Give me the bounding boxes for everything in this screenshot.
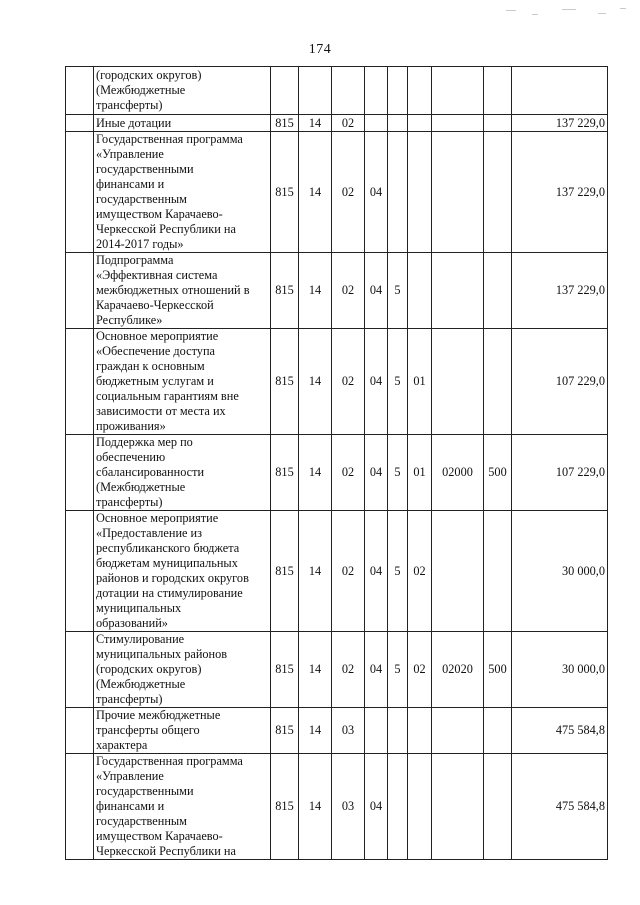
amount-cell: 137 229,0 [512, 115, 608, 132]
row-name-cell [94, 435, 271, 511]
row-number-cell [66, 253, 94, 329]
code-cell-pr: 03 [332, 754, 365, 860]
code-cell-om [408, 754, 432, 860]
code-cell-vr [484, 329, 512, 435]
code-cell-rz [299, 67, 332, 115]
table-row [66, 435, 608, 511]
amount-cell: 475 584,8 [512, 754, 608, 860]
code-cell-pp [388, 754, 408, 860]
code-cell-pr: 02 [332, 115, 365, 132]
code-cell-rz: 14 [299, 132, 332, 253]
code-cell-pr: 03 [332, 708, 365, 754]
code-cell-om [408, 67, 432, 115]
code-cell-vr [484, 253, 512, 329]
row-name: Государственная программа «Управление государственными финансами и государственным имуществом Карачаево- Черкесской Республики на [96, 754, 243, 858]
table-row [66, 67, 608, 115]
code-cell-nr [432, 329, 484, 435]
row-number-cell [66, 435, 94, 511]
code-cell-gp: 04 [365, 754, 388, 860]
scan-artifact-marks [502, 6, 632, 20]
row-number-cell [66, 754, 94, 860]
amount-cell: 107 229,0 [512, 435, 608, 511]
row-number-cell [66, 708, 94, 754]
code-cell-vr: 500 [484, 632, 512, 708]
amount-cell: 30 000,0 [512, 511, 608, 632]
code-cell-om: 01 [408, 329, 432, 435]
code-cell-vr: 500 [484, 435, 512, 511]
code-cell-ved [271, 67, 299, 115]
budget-table [65, 66, 608, 860]
code-cell-gp: 04 [365, 253, 388, 329]
row-name: Поддержка мер по обеспечению сбалансированности (Межбюджетные трансферты) [96, 435, 205, 509]
code-cell-vr [484, 754, 512, 860]
code-cell-ved: 815 [271, 511, 299, 632]
code-cell-pp [388, 132, 408, 253]
table-row [66, 115, 608, 132]
code-cell-rz: 14 [299, 708, 332, 754]
code-cell-pp: 5 [388, 511, 408, 632]
row-name-cell [94, 511, 271, 632]
code-cell-rz: 14 [299, 329, 332, 435]
code-cell-om: 02 [408, 632, 432, 708]
table-row [66, 132, 608, 253]
code-cell-vr [484, 115, 512, 132]
row-name: Государственная программа «Управление государственными финансами и государственным имуществом Карачаево- Черкесской Республики на 2014-2017 годы» [96, 132, 243, 251]
table-row [66, 329, 608, 435]
code-cell-ved: 815 [271, 632, 299, 708]
code-cell-rz: 14 [299, 754, 332, 860]
code-cell-ved: 815 [271, 115, 299, 132]
amount-cell: 137 229,0 [512, 253, 608, 329]
code-cell-nr [432, 253, 484, 329]
row-number-cell [66, 115, 94, 132]
row-name-cell [94, 632, 271, 708]
row-name: Прочие межбюджетные трансферты общего характера [96, 708, 221, 752]
row-name: Подпрограмма «Эффективная система межбюджетных отношений в Карачаево-Черкесской Республике» [96, 253, 250, 327]
code-cell-pp: 5 [388, 329, 408, 435]
code-cell-ved: 815 [271, 132, 299, 253]
row-name-cell [94, 67, 271, 115]
code-cell-nr [432, 708, 484, 754]
table-row [66, 708, 608, 754]
amount-cell [512, 67, 608, 115]
row-name-cell [94, 132, 271, 253]
row-number-cell [66, 132, 94, 253]
code-cell-nr [432, 67, 484, 115]
code-cell-rz: 14 [299, 511, 332, 632]
row-name-cell [94, 754, 271, 860]
code-cell-ved: 815 [271, 708, 299, 754]
code-cell-ved: 815 [271, 253, 299, 329]
row-name-cell [94, 708, 271, 754]
code-cell-gp [365, 115, 388, 132]
table-row [66, 754, 608, 860]
code-cell-gp: 04 [365, 329, 388, 435]
row-number-cell [66, 632, 94, 708]
code-cell-om [408, 253, 432, 329]
code-cell-ved: 815 [271, 435, 299, 511]
row-name-cell [94, 253, 271, 329]
code-cell-pr: 02 [332, 329, 365, 435]
code-cell-nr [432, 132, 484, 253]
code-cell-gp: 04 [365, 511, 388, 632]
code-cell-om [408, 708, 432, 754]
table-row [66, 253, 608, 329]
code-cell-nr: 02000 [432, 435, 484, 511]
code-cell-rz: 14 [299, 253, 332, 329]
code-cell-pp: 5 [388, 632, 408, 708]
code-cell-nr [432, 511, 484, 632]
code-cell-pp: 5 [388, 435, 408, 511]
code-cell-om: 02 [408, 511, 432, 632]
row-name: (городских округов) (Межбюджетные трансферты) [96, 68, 202, 112]
code-cell-nr [432, 754, 484, 860]
code-cell-pr: 02 [332, 132, 365, 253]
amount-cell: 107 229,0 [512, 329, 608, 435]
code-cell-vr [484, 708, 512, 754]
row-name: Основное мероприятие «Обеспечение доступа граждан к основным бюджетным услугам и социальным гарантиям вне зависимости от места их проживания» [96, 329, 239, 433]
code-cell-om [408, 115, 432, 132]
code-cell-pp [388, 67, 408, 115]
page-number: 174 [308, 42, 332, 57]
code-cell-pr: 02 [332, 511, 365, 632]
row-name: Иные дотации [96, 115, 172, 130]
row-number-cell [66, 67, 94, 115]
code-cell-gp: 04 [365, 632, 388, 708]
amount-cell: 30 000,0 [512, 632, 608, 708]
row-name-cell [94, 329, 271, 435]
code-cell-gp: 04 [365, 435, 388, 511]
row-name: Основное мероприятие «Предоставление из республиканского бюджета бюджетам муниципальных районов и городских округов дотации на стимулирование муниципальных образований» [96, 511, 249, 630]
code-cell-ved: 815 [271, 329, 299, 435]
table-row [66, 632, 608, 708]
code-cell-nr: 02020 [432, 632, 484, 708]
code-cell-pr [332, 67, 365, 115]
row-number-cell [66, 329, 94, 435]
code-cell-ved: 815 [271, 754, 299, 860]
row-name-cell [94, 115, 271, 132]
code-cell-om [408, 132, 432, 253]
code-cell-vr [484, 511, 512, 632]
code-cell-pp [388, 708, 408, 754]
code-cell-pp: 5 [388, 253, 408, 329]
code-cell-pr: 02 [332, 253, 365, 329]
code-cell-pr: 02 [332, 435, 365, 511]
code-cell-vr [484, 132, 512, 253]
row-number-cell [66, 511, 94, 632]
code-cell-nr [432, 115, 484, 132]
row-name: Стимулирование муниципальных районов (городских округов) (Межбюджетные трансферты) [96, 632, 228, 706]
code-cell-pr: 02 [332, 632, 365, 708]
code-cell-rz: 14 [299, 632, 332, 708]
amount-cell: 137 229,0 [512, 132, 608, 253]
table-row [66, 511, 608, 632]
code-cell-pp [388, 115, 408, 132]
code-cell-om: 01 [408, 435, 432, 511]
code-cell-gp [365, 708, 388, 754]
amount-cell: 475 584,8 [512, 708, 608, 754]
code-cell-rz: 14 [299, 115, 332, 132]
code-cell-gp [365, 67, 388, 115]
code-cell-gp: 04 [365, 132, 388, 253]
code-cell-rz: 14 [299, 435, 332, 511]
code-cell-vr [484, 67, 512, 115]
